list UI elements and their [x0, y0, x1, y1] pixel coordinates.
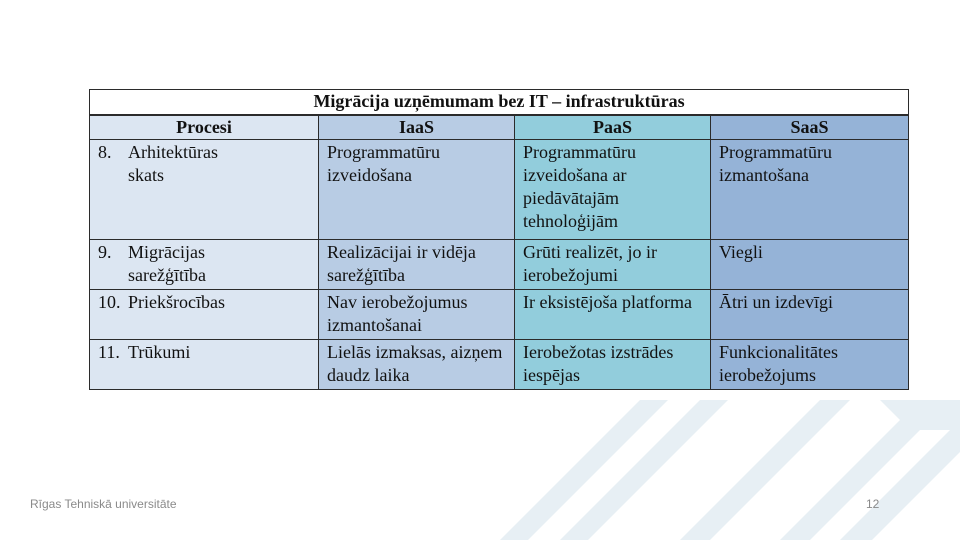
saas-cell: Ātri un izdevīgi — [711, 290, 909, 340]
table-header-row — [90, 115, 909, 140]
paas-cell: Ir eksistējoša platforma — [515, 290, 711, 340]
saas-cell: Viegli — [711, 240, 909, 290]
paas-cell: Programmatūru izveidošana ar piedāvātajām tehnoloģijām — [515, 140, 711, 240]
paas-cell: Grūti realizēt, jo ir ierobežojumi — [515, 240, 711, 290]
table-row — [90, 140, 909, 240]
table-row — [90, 240, 909, 290]
header-procesi: Procesi — [90, 115, 319, 140]
header-paas: PaaS — [515, 115, 711, 140]
table-row — [90, 290, 909, 340]
paas-cell: Ierobežotas izstrādes iespējas — [515, 340, 711, 390]
process-cell — [90, 140, 319, 240]
process-label-line1: Migrācijas — [128, 242, 205, 262]
iaas-cell: Realizācijai ir vidēja sarežģītība — [319, 240, 515, 290]
header-iaas: IaaS — [319, 115, 515, 140]
footer-institution: Rīgas Tehniskā universitāte — [30, 497, 177, 511]
process-label-line2: skats — [128, 165, 164, 185]
table-title-row — [90, 90, 909, 116]
process-cell — [90, 340, 319, 390]
header-saas: SaaS — [711, 115, 909, 140]
saas-cell: Funkcionalitātes ierobežojums — [711, 340, 909, 390]
page-number: 12 — [866, 497, 880, 511]
iaas-cell: Programmatūru izveidošana — [319, 140, 515, 240]
process-cell — [90, 290, 319, 340]
comparison-table — [89, 89, 909, 390]
row-number: 11. — [98, 342, 120, 362]
saas-cell: Programmatūru izmantošana — [711, 140, 909, 240]
migration-table — [89, 89, 908, 387]
row-number: 9. — [98, 242, 112, 262]
iaas-cell: Nav ierobežojumus izmantošanai — [319, 290, 515, 340]
row-number: 10. — [98, 292, 121, 312]
process-label-line1: Arhitektūras — [128, 142, 218, 162]
process-cell — [90, 240, 319, 290]
row-number: 8. — [98, 142, 112, 162]
iaas-cell: Lielās izmaksas, aizņem daudz laika — [319, 340, 515, 390]
process-label-line2: sarežģītība — [128, 265, 206, 285]
table-row — [90, 340, 909, 390]
table-title: Migrācija uzņēmumam bez IT – infrastruktūras — [90, 90, 909, 116]
process-label-line1: Trūkumi — [128, 342, 191, 362]
process-label-line1: Priekšrocības — [128, 292, 225, 312]
